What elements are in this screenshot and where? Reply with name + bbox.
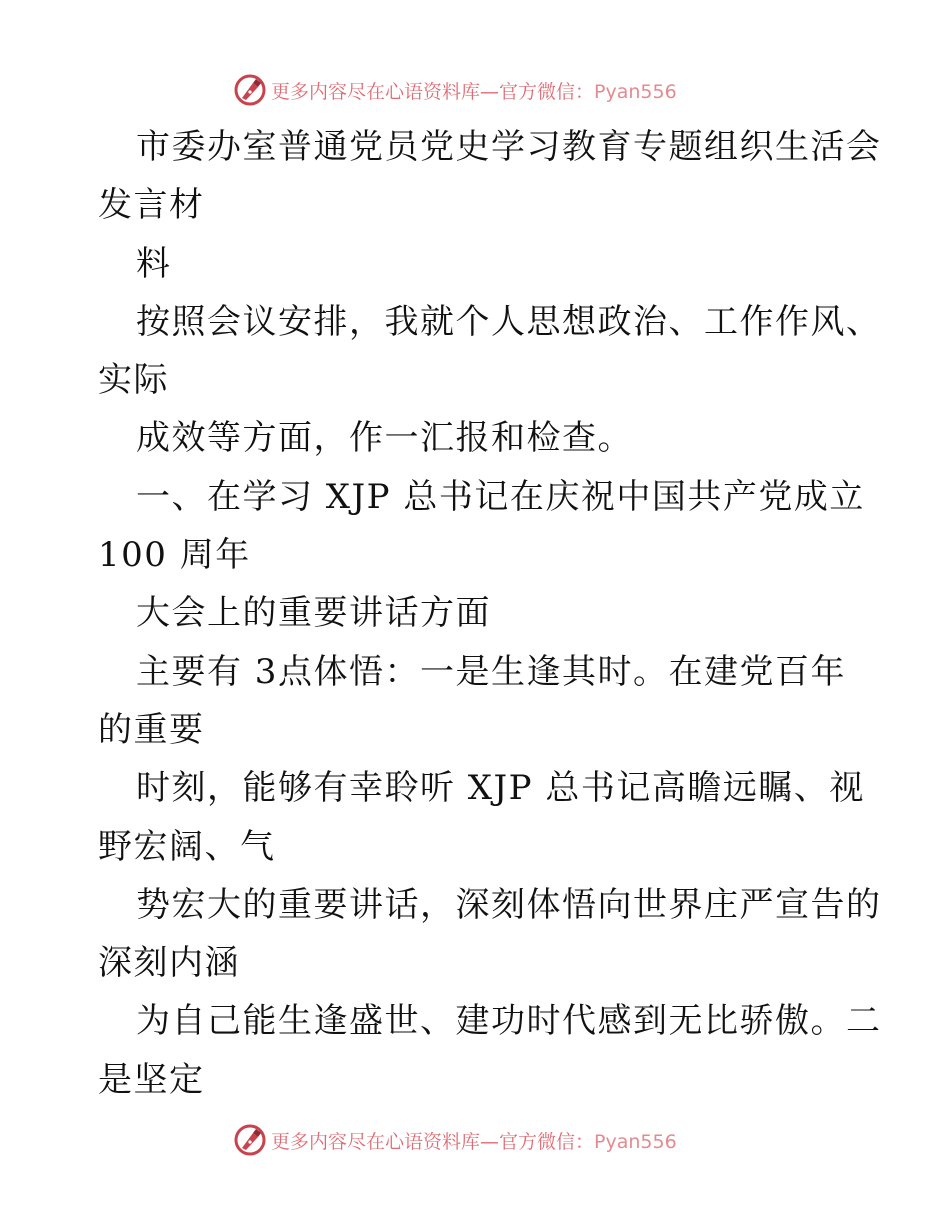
pen-nib-logo-icon [233,73,267,107]
pen-nib-logo-icon [233,1123,267,1157]
text-line: 主要有 3点体悟：一是生逢其时。在建党百年 [136,651,846,692]
watermark-text: 更多内容尽在心语资料库—官方微信：Pyan556 [271,80,677,103]
text-line: 料 [136,243,172,284]
text-line: 为自己能生逢盛世、建功时代感到无比骄傲。二 [136,1001,882,1042]
text-line: 时刻，能够有幸聆听 XJP 总书记高瞻远瞩、视 [136,768,865,809]
header-watermark [233,72,677,108]
watermark-text: 更多内容尽在心语资料库—官方微信：Pyan556 [271,1130,677,1153]
text-line: 的重要 [98,709,205,750]
text-line: 势宏大的重要讲话，深刻体悟向世界庄严宣告的 [136,884,882,925]
text-line: 是坚定 [98,1059,205,1100]
watermark-wechat-id: Pyan556 [594,80,677,103]
text-line: 一、在学习 XJP 总书记在庆祝中国共产党成立 [136,476,865,517]
text-line: 大会上的重要讲话方面 [136,593,491,634]
footer-watermark [233,1122,677,1158]
text-line: 按照会议安排，我就个人思想政治、工作作风、 [136,301,882,342]
text-line: 深刻内涵 [98,943,240,984]
text-line: 实际 [98,360,169,401]
text-line: 成效等方面，作一汇报和检查。 [136,418,633,459]
text-line: 发言材 [98,185,205,226]
watermark-wechat-id: Pyan556 [594,1130,677,1153]
text-line: 市委办室普通党员党史学习教育专题组织生活会 [136,127,882,167]
text-line: 100 周年 [98,535,251,576]
text-line: 野宏阔、气 [98,826,276,867]
document-body [98,118,882,1109]
